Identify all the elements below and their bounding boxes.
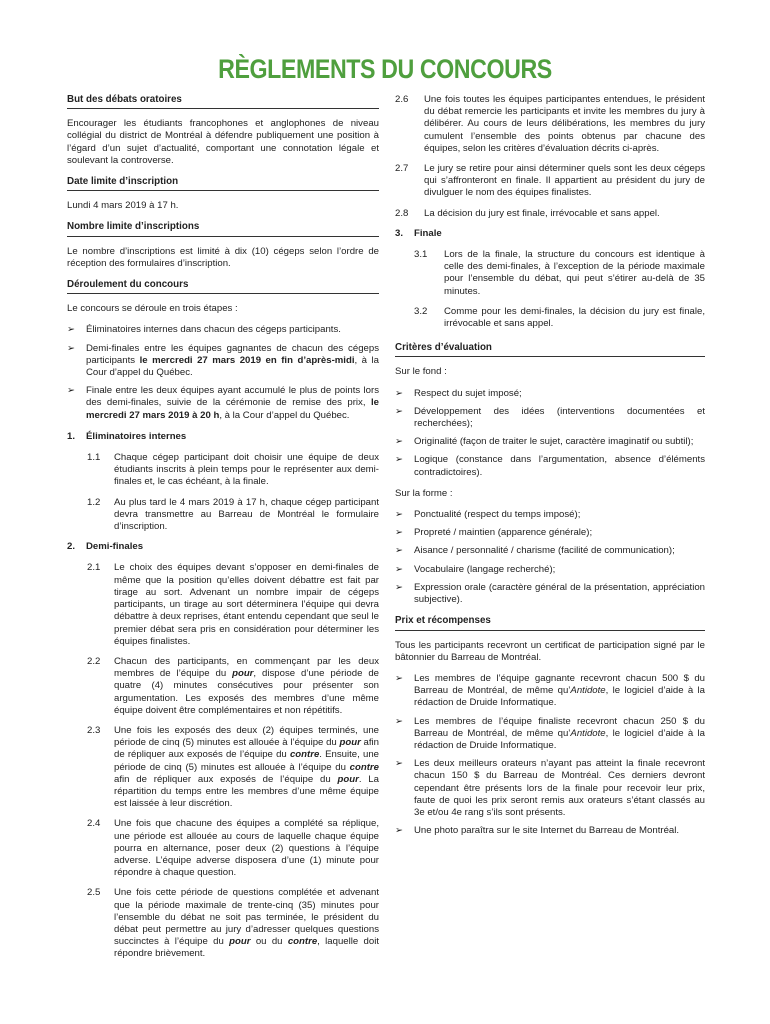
arrow-bullet-icon: ➢ bbox=[67, 342, 76, 354]
fond-label: Sur le fond : bbox=[395, 366, 447, 378]
arrow-bullet-icon: ➢ bbox=[395, 527, 404, 539]
etapes-list bbox=[67, 324, 379, 421]
but-text: Encourager les étudiants francophones et anglophones de niveau collégial du district de Montréal à défendre publiquement une position à l’égard d’un sujet d’actualité, comportant une connotation légale et soulevant la controverse. bbox=[67, 118, 379, 166]
list-item: ➢ Les membres de l’équipe finaliste recevront chacun 250 $ du Barreau de Montréal, de même qu’Antidote, le logiciel d’aide à la rédaction de Druide Informatique. bbox=[395, 715, 706, 751]
forme-label: Sur la forme : bbox=[395, 487, 453, 499]
nombre-text: Le nombre d’inscriptions est limité à dix (10) cégeps selon l’ordre de réception des formulaires d’inscription. bbox=[67, 245, 379, 269]
left-column bbox=[67, 94, 379, 969]
section-1-heading: 1. Éliminatoires internes bbox=[67, 430, 187, 442]
list-item: ➢ Vocabulaire (langage recherché); bbox=[395, 563, 556, 575]
list-item: ➢ Respect du sujet imposé; bbox=[395, 387, 522, 399]
list-item: ➢ Développement des idées (interventions documentées et recherchées); bbox=[395, 405, 705, 430]
section-2-heading: 2. Demi-finales bbox=[67, 541, 144, 553]
rule-2-1: 2.1 Le choix des équipes devant s’opposer en demi-finales de même que la position qu’elles doivent débattre est fait par tirage au sort. Advenant un nombre impair de cégeps participants, un tirage au sort déterminera l’équipe qui devra débattre à deux reprises, étant entendu cependant que seul le premier débat sera pris en considération pour déterminer les équipes finalistes. bbox=[87, 562, 379, 647]
rule-1-2: 1.2 Au plus tard le 4 mars 2019 à 17 h, chaque cégep participant devra transmettre au Barreau de Montréal le formulaire d’inscription. bbox=[87, 496, 379, 533]
arrow-bullet-icon: ➢ bbox=[395, 545, 404, 557]
list-item: ➢ Finale entre les deux équipes ayant accumulé le plus de points lors des demi-finales, suivie de la cérémonie de remise des prix, le mercredi 27 mars 2019 à 20 h, à la Cour d’appel du Québec. bbox=[67, 385, 379, 421]
list-item: ➢ Expression orale (caractère général de la présentation, appréciation subjective). bbox=[395, 581, 705, 606]
section-heading-but: But des débats oratoires bbox=[67, 94, 379, 109]
rule-2-8: 2.8 La décision du jury est finale, irrévocable et sans appel. bbox=[395, 207, 660, 219]
forme-list bbox=[395, 509, 705, 606]
list-item: ➢ Propreté / maintien (apparence générale); bbox=[395, 527, 593, 539]
list-item: ➢ Logique (constance dans l’argumentation, absence d’éléments contradictoires). bbox=[395, 454, 705, 478]
list-item: ➢ Demi-finales entre les équipes gagnantes de chacun des cégeps participants le mercredi 27 mars 2019 en fin d’après-midi, à la Cour d’appel du Québec. bbox=[67, 342, 379, 379]
list-item: ➢ Originalité (façon de traiter le sujet, caractère imaginatif ou subtil); bbox=[395, 436, 694, 448]
section-heading-prix: Prix et récompenses bbox=[395, 615, 705, 630]
arrow-bullet-icon: ➢ bbox=[395, 454, 404, 466]
prix-text: Tous les participants recevront un certificat de participation signé par le bâtonnier du Barreau de Montréal. bbox=[395, 639, 705, 663]
rule-2-5: 2.5 Une fois cette période de questions complétée et advenant que la période maximale de trente-cinq (35) minutes pour l’ensemble du débat ne soit pas terminée, le président du débat peut permettre au jury d’adresser quelques questions succinctes à l’équipe du pour ou du contre, laquelle doit répondre brièvement. bbox=[87, 887, 380, 960]
rule-2-4: 2.4 Une fois que chacune des équipes a complété sa réplique, une période est allouée au cours de laquelle chaque équipe pourra en alternance, poser deux (2) questions à l’équipe adverse. L’équipe adverse disposera d’une (1) minute pour répondre à chaque question. bbox=[87, 818, 379, 879]
list-item: ➢ Ponctualité (respect du temps imposé); bbox=[395, 509, 581, 521]
arrow-bullet-icon: ➢ bbox=[395, 436, 404, 448]
list-item: ➢ Une photo paraîtra sur le site Internet du Barreau de Montréal. bbox=[395, 825, 680, 837]
rule-2-6: 2.6 Une fois toutes les équipes participantes entendues, le président du débat remercie les participants et invite les membres du jury à délibérer. Au cours de leurs délibérations, les membres du jury cumulent l’ensemble des points obtenus par chacune des équipes, selon les critères d’évaluation décrits ci-après. bbox=[395, 94, 705, 154]
section-heading-date: Date limite d’inscription bbox=[67, 176, 379, 191]
arrow-bullet-icon: ➢ bbox=[395, 387, 404, 399]
fond-list bbox=[395, 388, 705, 479]
section-heading-deroulement: Déroulement du concours bbox=[67, 279, 379, 294]
arrow-bullet-icon: ➢ bbox=[67, 324, 76, 336]
deroulement-text: Le concours se déroule en trois étapes : bbox=[67, 303, 238, 315]
arrow-bullet-icon: ➢ bbox=[395, 581, 404, 593]
rule-2-7: 2.7 Le jury se retire pour ainsi déterminer quels sont les deux cégeps qui s’affronteront en finale. Il appartient au président du jury de divulguer le nom des équipes finalistes. bbox=[395, 163, 705, 199]
page-title: RÈGLEMENTS DU CONCOURS bbox=[218, 54, 552, 84]
rule-3-1: 3.1 Lors de la finale, la structure du concours est identique à celle des demi-finales, à l’exception de la période maximale pour l’ensemble du débat, qui peut s’étirer au-delà de 35 minutes. bbox=[414, 249, 705, 297]
date-text: Lundi 4 mars 2019 à 17 h. bbox=[67, 200, 179, 212]
rule-1-1: 1.1 Chaque cégep participant doit choisir une équipe de deux étudiants inscrits à plein temps pour le représenter aux demi-finales et, le cas échéant, à la finale. bbox=[87, 452, 379, 488]
list-item: ➢ Les membres de l’équipe gagnante recevront chacun 500 $ du Barreau de Montréal, de même qu’Antidote, le logiciel d’aide à la rédaction de Druide Informatique. bbox=[395, 672, 706, 709]
arrow-bullet-icon: ➢ bbox=[395, 715, 404, 727]
rule-2-3: 2.3 Une fois les exposés des deux (2) équipes terminés, une période de cinq (5) minutes est allouée à l’équipe du pour afin de répliquer aux exposés de l’équipe du contre. Ensuite, une période de cinq (5) minutes est allouée à l’équipe du contre afin de répliquer aux exposés de l’équipe du pour. La répartition du temps entre les membres d’une même équipe est laissée à leur discrétion. bbox=[87, 724, 379, 810]
arrow-bullet-icon: ➢ bbox=[395, 405, 404, 417]
right-column bbox=[395, 94, 705, 846]
prix-list bbox=[395, 673, 705, 837]
arrow-bullet-icon: ➢ bbox=[395, 672, 404, 684]
rule-2-2: 2.2 Chacun des participants, en commençant par les deux membres de l’équipe du pour, dispose d’une période de quatre (4) minutes consécutives pour présenter son argumentation. Les exposés des membres d’une même équipe doivent être complémentaires et non répétitifs. bbox=[87, 655, 379, 716]
arrow-bullet-icon: ➢ bbox=[395, 563, 404, 575]
section-heading-criteres: Critères d’évaluation bbox=[395, 342, 705, 357]
arrow-bullet-icon: ➢ bbox=[67, 385, 76, 397]
section-heading-nombre: Nombre limite d’inscriptions bbox=[67, 221, 379, 236]
list-item: ➢ Aisance / personnalité / charisme (facilité de communication); bbox=[395, 545, 675, 557]
arrow-bullet-icon: ➢ bbox=[395, 758, 404, 770]
list-item: ➢ Éliminatoires internes dans chacun des cégeps participants. bbox=[67, 324, 341, 336]
arrow-bullet-icon: ➢ bbox=[395, 825, 404, 837]
section-3-heading: 3. Finale bbox=[395, 227, 442, 239]
rule-3-2: 3.2 Comme pour les demi-finales, la décision du jury est finale, irrévocable et sans appel. bbox=[414, 305, 705, 330]
list-item: ➢ Les deux meilleurs orateurs n’ayant pas atteint la finale recevront chacun 150 $ du Barreau de Montréal. Ces derniers devront cependant être présents lors de la finale pour recevoir leur prix, faute de quoi les prix seront remis aux orateurs s’étant classés au 3e et/ou 4e rang s’ils sont présents. bbox=[395, 758, 705, 818]
arrow-bullet-icon: ➢ bbox=[395, 509, 404, 521]
